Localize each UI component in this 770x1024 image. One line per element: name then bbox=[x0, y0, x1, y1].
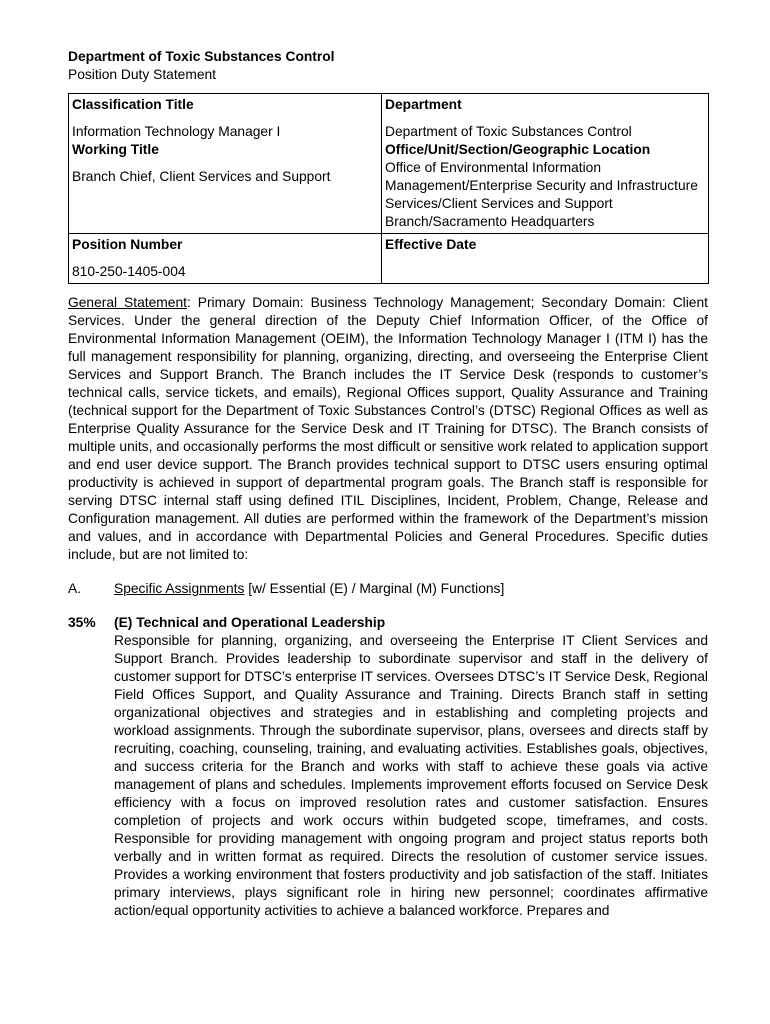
position-number-label: Position Number bbox=[72, 237, 183, 252]
general-statement bbox=[68, 294, 708, 564]
duty-percent: 35% bbox=[68, 615, 96, 630]
section-a-letter: A. bbox=[68, 581, 82, 596]
duty-text: Responsible for planning, organizing, and overseeing the Enterprise IT Client Services and Support Branch. Provides leadership to subordinate supervisor and staff in the delivery of customer support for DTSC’s enterprise IT services. Oversees DTSC’s IT Service Desk, Regional Field Offices Support, and Quality Assurance and Training. Directs Branch staff in setting organizational objectives and strategies and in establishing and completing projects and workload assignments. Through the subordinate supervisor, plans, oversees and directs staff by recruiting, coaching, counseling, training, and evaluating activities. Establishes goals, objectives, and success criteria for the Branch and works with staff to achieve these goals via active management of plans and schedules. Implements improvement efforts focused on Service Desk efficiency with a focus on improved resolution rates and customer satisfaction. Ensures completion of projects and work occurs within budgeted scope, timeframes, and costs. Responsible for providing management with ongoing program and project status reports both verbally and in written format as required. Directs the resolution of customer service issues. Provides a working environment that fosters productivity and job satisfaction of the staff. Initiates primary interviews, plays significant role in hiring new personnel; coordinates affirmative action/equal opportunity activities to achieve a balanced workforce. Prepares and bbox=[114, 633, 708, 918]
document-page bbox=[68, 48, 708, 920]
position-number-cell bbox=[69, 234, 382, 284]
effective-date-label: Effective Date bbox=[385, 237, 477, 252]
left-info-cell bbox=[69, 94, 382, 234]
document-org-title: Department of Toxic Substances Control bbox=[68, 49, 335, 64]
duty-title: (E) Technical and Operational Leadership bbox=[114, 615, 386, 630]
section-a-label: Specific Assignments bbox=[114, 581, 245, 596]
department-value: Department of Toxic Substances Control bbox=[385, 124, 632, 139]
document-type: Position Duty Statement bbox=[68, 67, 217, 82]
effective-date-cell bbox=[382, 234, 709, 284]
general-statement-label: General Statement bbox=[68, 295, 187, 310]
section-a-heading bbox=[68, 580, 708, 598]
position-info-table bbox=[68, 93, 709, 284]
department-label: Department bbox=[385, 97, 462, 112]
working-title-value: Branch Chief, Client Services and Support bbox=[72, 169, 331, 184]
location-value: Office of Environmental Information Management/Enterprise Security and Infrastructure Services/Client Services and Support Branch/Sacramento Headquarters bbox=[385, 160, 698, 229]
classification-title-value: Information Technology Manager I bbox=[72, 124, 281, 139]
location-label: Office/Unit/Section/Geographic Location bbox=[385, 142, 651, 157]
working-title-label: Working Title bbox=[72, 142, 159, 157]
right-info-cell bbox=[382, 94, 709, 234]
general-statement-text: : Primary Domain: Business Technology Management; Secondary Domain: Client Services. Under the general direction of the Deputy Chief Information Officer, of the Office of Environmental Information Management (OEIM), the Information Technology Manager I (ITM I) has the full management responsibility for planning, organizing, directing, and overseeing the Enterprise Client Services and Support Branch. The Branch includes the IT Service Desk (responds to customer’s technical calls, service tickets, and emails), Regional Offices support, Quality Assurance and Training (technical support for the Department of Toxic Substances Control’s (DTSC) Regional Offices as well as Enterprise Quality Assurance for the Service Desk and IT Training for DTSC). The Branch consists of multiple units, and occasionally performs the most difficult or sensitive work related to application support and end user device support. The Branch provides technical support to DTSC users ensuring optimal productivity is achieved in support of departmental program goals. The Branch staff is responsible for serving DTSC internal staff using defined ITIL Disciplines, Incident, Problem, Change, Release and Configuration management. All duties are performed within the framework of the Department’s mission and values, and in accordance with Departmental Policies and General Procedures. Specific duties include, but are not limited to: bbox=[68, 295, 708, 562]
position-number-value: 810-250-1405-004 bbox=[72, 264, 186, 279]
duty-item bbox=[68, 614, 708, 920]
classification-title-label: Classification Title bbox=[72, 97, 194, 112]
section-a-suffix: [w/ Essential (E) / Marginal (M) Functions] bbox=[244, 581, 505, 596]
